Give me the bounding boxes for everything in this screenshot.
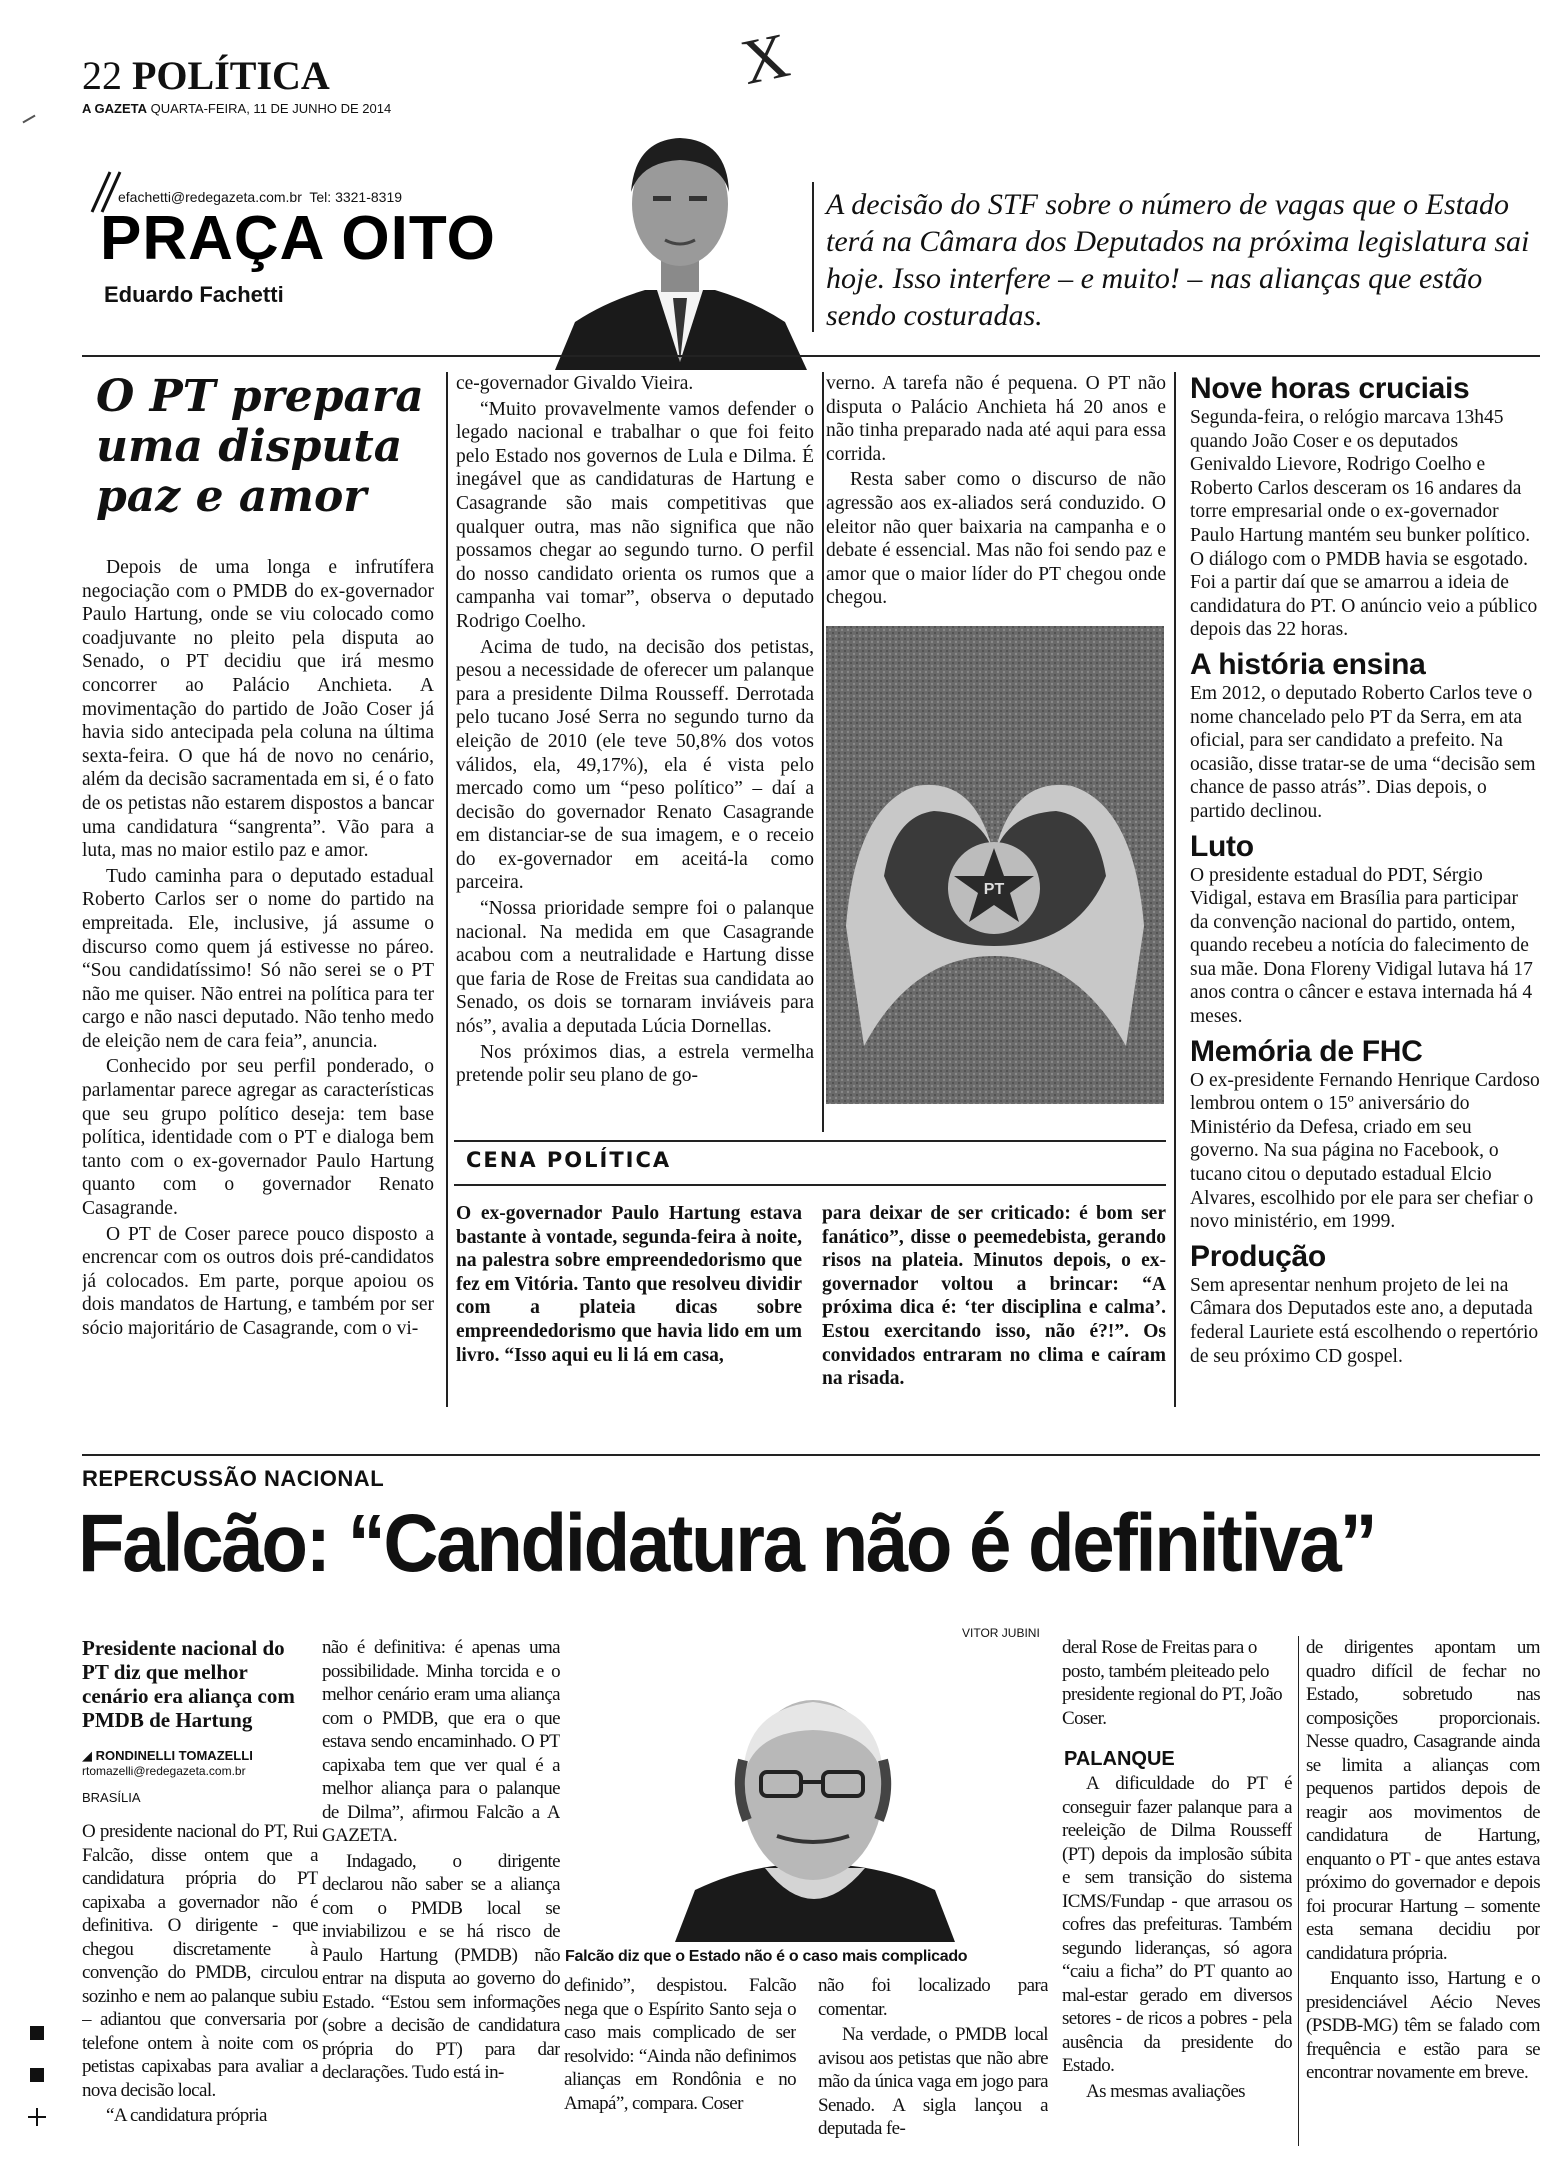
section-rule: [82, 1454, 1540, 1456]
paragraph: ce-governador Givaldo Vieira.: [456, 373, 694, 394]
sidebar-divider: [1174, 372, 1176, 1407]
paragraph: O PT de Coser parece pouco disposto a encrencar com os outros dois pré-candidatos já colocados. Em parte, porque apoiou os dois mandatos de Hartung, e também por ser sócio majoritário de Casagrande, com o vi-: [82, 1223, 434, 1339]
second-story-column-2: [322, 1636, 560, 2146]
heart-hands-photo: [826, 626, 1164, 1104]
paragraph: Nos próximos dias, a estrela vermelha pretende polir seu plano de go-: [456, 1041, 814, 1087]
section-title: POLÍTICA: [132, 53, 330, 98]
dateline: BRASÍLIA: [82, 1790, 141, 1805]
paragraph: verno. A tarefa não é pequena. O PT não disputa o Palácio Anchieta há 20 anos e não tinha preparado nada até aqui para essa corrida.: [826, 373, 1166, 465]
publication-name: A GAZETA: [82, 101, 147, 116]
paragraph: “Nossa prioridade sempre foi o palanque nacional. Na medida em que Casagrande acabou com a neutralidade e Hartung disse que faria de Rose de Freitas sua candidata ao Senado, os dois se tornaram inviáveis para nós”, avalia a deputada Lúcia Dornellas.: [456, 898, 814, 1038]
cena-politica-title: CENA POLÍTICA: [466, 1148, 672, 1172]
second-story-column-4-top: deral Rose de Freitas para o posto, também pleiteado pelo presidente regional do PT, João Coser.: [1062, 1637, 1283, 1729]
paragraph: Enquanto isso, Hartung e o presidenciável Aécio Neves (PSDB-MG) têm se falado com frequência e estão para se encontrar novamente em breve.: [1306, 1968, 1540, 2083]
paragraph: de dirigentes apontam um quadro difícil de fechar no Estado, sobretudo nas composições proporcionais. Nesse quadro, Casagrande ainda se limita a alianças com pequenos partidos depois de reagir aos movimentos de candidatura de Hartung, enquanto o PT - que antes estava próximo do governador e depois foi procurar Hartung – somente esta semana decidiu por candidatura própria.: [1306, 1637, 1540, 1964]
story-kicker: REPERCUSSÃO NACIONAL: [82, 1466, 385, 1491]
cena-column-2: para deixar de ser criticado: é bom ser fanático”, disse o peemedebista, gerando risos na plateia. Minutos depois, o ex-governador voltou a brincar: “A próxima dica é: ‘ter disciplina e calma’. Estou exercitando isso, não é?!”. Os convidados entraram no clima e caíram na risada.: [822, 1203, 1166, 1390]
paragraph: Acima de tudo, na decisão dos petistas, pesou a necessidade de oferecer um palanque para a presidente Dilma Rousseff. Derrotada pelo tucano José Serra no segundo turno da eleição de 2010 (ele teve 50,8% dos votos válidos, ela, 49,17%), ela é vista pelo mercado como um “peso político” – daí a decisão do governador Renato Casagrande em distanciar-se de sua imagem, e o receio do ex-governador em aceitá-la como parceira.: [456, 636, 814, 894]
margin-mark: [22, 115, 35, 124]
sidebar-text: Em 2012, o deputado Roberto Carlos teve o nome chancelado pelo PT da Serra, em ata oficial, para ser candidato a prefeito. Na ocasião, disse tratar-se de uma “decisão sem chance de passo atrás”. Dias depois, o partido declinou.: [1190, 682, 1536, 822]
paragraph: não é definitiva: é apenas uma possibilidade. Minha torcida e o melhor cenário eram uma aliança com o PMDB, que era o que estava sendo encaminhado. O PT capixaba tem que ver qual é a melhor aliança para o palanque de Dilma”, afirmou Falcão a A GAZETA.: [322, 1637, 560, 1846]
photo-caption: Falcão diz que o Estado não é o caso mais complicado: [565, 1948, 968, 1965]
paragraph: Indagado, o dirigente declarou não saber se a aliança com o PMDB local se inviabilizou e se há risco de Paulo Hartung (PMDB) não entrar na disputa ao governo do Estado. “Estou sem informações (sobre a decisão de candidatura própria do PT) para dar declarações. Tudo está in-: [322, 1850, 560, 2083]
second-story-column-4: [1062, 1772, 1292, 2150]
cena-column-1: O ex-governador Paulo Hartung estava bastante à vontade, segunda-feira à noite, na palestra sobre empreendedorismo que fez em Vitória. Tanto que resolveu dividir com a plateia dicas sobre empreendedorismo que havia lido em um livro. “Isso aqui eu li lá em casa,: [456, 1203, 802, 1366]
headline-line-3: paz e amor: [96, 471, 367, 522]
sidebar-title: Luto: [1190, 829, 1254, 863]
paragraph: O presidente nacional do PT, Rui Falcão, disse ontem que a candidatura própria do PT capixaba a governador não é definitiva. O dirigente - que chegou discretamente à convenção do PMDB, circulou sozinho e nem ao palanque subiu – adiantou que conversaria por telefone ontem à noite com os petistas capixabas para avaliar a nova decisão local.: [82, 1821, 318, 2101]
headline-line-2: uma disputa: [96, 421, 403, 472]
story-deck: Presidente nacional do PT diz que melhor cenário era aliança com PMDB de Hartung: [82, 1636, 295, 1732]
main-headline: [96, 372, 436, 522]
sidebar-title: Nove horas cruciais: [1190, 372, 1470, 405]
publication-date: QUARTA-FEIRA, 11 DE JUNHO DE 2014: [150, 101, 392, 116]
column-lead: A decisão do STF sobre o número de vagas que o Estado terá na Câmara dos Deputados na próxima legislatura sai hoje. Isso interfere – e muito! – nas alianças que estão sendo costuradas.: [826, 188, 1530, 332]
main-story-column-1: [82, 556, 434, 1436]
story-headline: Falcão: “Candidatura não é definitiva”: [78, 1498, 1376, 1589]
paragraph: não foi localizado para comentar.: [818, 1975, 1048, 2020]
headline-line-1: O PT prepara: [96, 371, 424, 422]
paragraph: “A candidatura própria: [106, 2105, 267, 2126]
column-divider: [446, 372, 448, 1407]
sidebar-text: Sem apresentar nenhum projeto de lei na Câmara dos Deputados este ano, a deputada federal Lauriete está escolhendo o repertório de seu próximo CD gospel.: [1190, 1274, 1539, 1367]
sidebar-title: Produção: [1190, 1239, 1326, 1273]
pen-mark: X: [735, 18, 795, 99]
paragraph: Tudo caminha para o deputado estadual Roberto Carlos ser o nome do partido na empreitada. Ele, inclusive, já assume o discurso como quem já estivesse no páreo. “Sou candidatíssimo! Só não serei se o PT não me quiser. Não entrei na política para ter cargo e não nasci deputado. Não tenho medo de eleição nem de cara feia”, anuncia.: [82, 865, 434, 1052]
column-contact: efachetti@redegazeta.com.br Tel: 3321-8319: [118, 189, 403, 205]
page-number: 22: [82, 53, 122, 98]
falcao-photo: [565, 1640, 1043, 1942]
star-label: PT: [983, 881, 1005, 898]
paragraph: “Muito provavelmente vamos defender o legado nacional e trabalhar o que foi feito pelo Estado nos governos de Lula e Dilma. É inegável que as candidaturas de Hartung e Casagrande são mais competitivas que qualquer outra, mas não significa que não possamos chegar ao segundo turno. O perfil do nosso candidato orienta os rumos que a campanha vai tomar”, observa o deputado Rodrigo Coelho.: [456, 398, 814, 632]
cena-top-rule: [454, 1140, 1166, 1142]
second-story-column-4-left: [818, 1974, 1048, 2154]
byline: [82, 1748, 318, 1805]
byline-name: RONDINELLI TOMAZELLI: [95, 1748, 253, 1763]
sidebar-text: O ex-presidente Fernando Henrique Cardoso lembrou ontem o 15º aniversário do Ministério da Defesa, criado em seu governo. Na sua página no Facebook, o tucano citou o deputado estadual Elcio Alvares, escolhido por ele para ser chefiar o novo ministério, em 1999.: [1190, 1069, 1540, 1233]
registration-mark: [30, 2068, 44, 2082]
columnist-photo: [545, 112, 815, 370]
second-story-column-3: definido”, despistou. Falcão nega que o Espírito Santo seja o caso mais complicado de ser resolvido: “Ainda não definimos alianças em Rondônia e no Amapá”, compara. Coser: [564, 1975, 796, 2114]
paragraph: Depois de uma longa e infrutífera negociação com o PMDB do ex-governador Paulo Hartung, onde se viu colocado como coadjuvante no pleito pela disputa ao Senado, o PT decidiu que irá mesmo concorrer ao Palácio Anchieta. A movimentação do partido de João Coser já havia sido antecipada pela coluna na última sexta-feira. O que há de novo no cenário, além da decisão sacramentada em si, é o fato de os petistas não estarem dispostos a bancar uma candidatura “sangrenta”. Vão para a luta, mas no maior estilo paz e amor.: [82, 557, 434, 862]
sidebar: [1190, 372, 1540, 1407]
sidebar-title: A história ensina: [1190, 647, 1426, 681]
paragraph: Conhecido por seu perfil ponderado, o parlamentar parece agregar as características que seu grupo político deseja: tem base política, identidade com o PT e dialoga bem tanto com o ex-governador Paulo Hartung quanto com o governador Renato Casagrande.: [82, 1056, 434, 1220]
column-name: PRAÇA OITO: [100, 204, 496, 273]
subhead-palanque: PALANQUE: [1064, 1748, 1175, 1770]
cena-title-rule: [454, 1184, 1166, 1186]
registration-mark: [30, 2026, 44, 2040]
banner-bottom-rule: [82, 355, 1540, 357]
sidebar-text: Segunda-feira, o relógio marcava 13h45 quando João Coser e os deputados Genivaldo Lievore, Rodrigo Coelho e Roberto Carlos desceram os 16 andares da torre empresarial onde o ex-governador Paulo Hartung mantém seu bunker político. O diálogo com o PMDB havia se esgotado. Foi a partir daí que se amarrou a ideia de candidatura do PT. O anúncio veio a público depois das 22 horas.: [1190, 407, 1538, 641]
byline-email: rtomazelli@redegazeta.com.br: [82, 1764, 246, 1778]
byline-icon: ◢: [82, 1748, 96, 1763]
photo-credit: VITOR JUBINI: [962, 1626, 1040, 1640]
paragraph: A dificuldade do PT é conseguir fazer palanque para a reeleição de Dilma Rousseff (PT) depois da implosão súbita e sem transição do sistema ICMS/Fundap - que arrasou os cofres das prefeituras. Também segundo lideranças, só agora “caiu a ficha” do PT quanto ao mal-estar gerado em diversos setores - de ricos a pobres - pela ausência da presidente do Estado.: [1062, 1773, 1292, 2076]
crosshair-icon: [28, 2108, 46, 2126]
sidebar-text: O presidente estadual do PDT, Sérgio Vidigal, estava em Brasília para participar da convenção nacional do partido, ontem, quando recebeu a notícia do falecimento de sua mãe. Dona Floreny Vidigal lutava há 17 anos contra o câncer e estava internada há 4 meses.: [1190, 864, 1533, 1028]
column-divider: [1298, 1636, 1299, 2146]
paragraph: As mesmas avaliações: [1086, 2080, 1245, 2102]
main-story-column-3: [826, 372, 1166, 622]
second-story-column-5: [1306, 1636, 1540, 2150]
paragraph: Resta saber como o discurso de não agressão aos ex-aliados será conduzido. O eleitor não quer baixaria na campanha e o debate é essencial. Mas não foi sendo paz e amor que o maior líder do PT chegou onde chegou.: [826, 469, 1166, 609]
second-story-column-1: [82, 1820, 318, 2150]
column-divider: [822, 372, 824, 1132]
sidebar-title: Memória de FHC: [1190, 1034, 1423, 1068]
main-story-column-2: [456, 372, 814, 1142]
banner-divider: [812, 182, 814, 332]
columnist-name: Eduardo Fachetti: [104, 282, 284, 307]
paragraph: Na verdade, o PMDB local avisou aos petistas que não abre mão da única vaga em jogo para Senado. A sigla lançou a deputada fe-: [818, 2024, 1048, 2139]
